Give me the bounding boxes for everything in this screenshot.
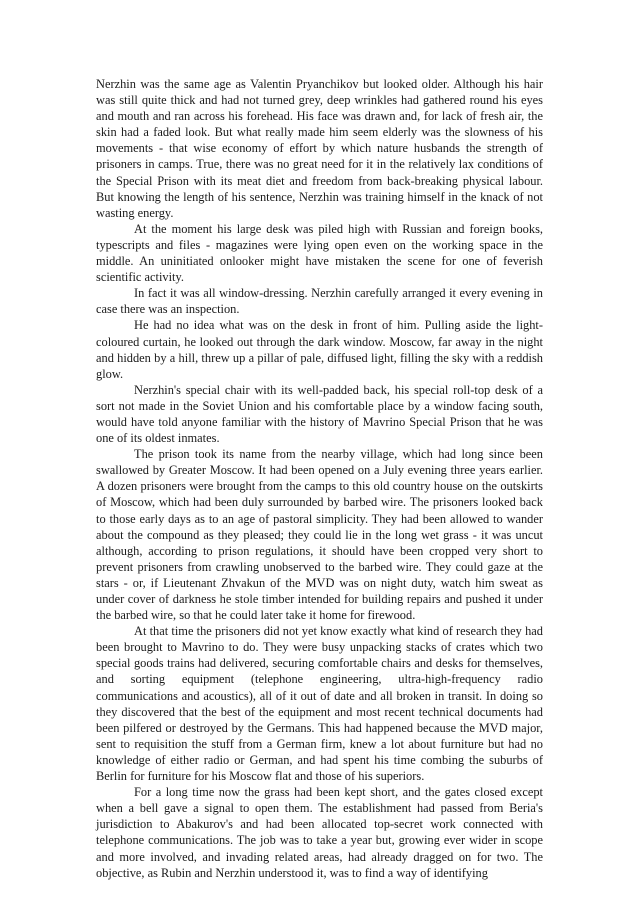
body-text — [96, 76, 543, 881]
paragraph: Nerzhin's special chair with its well-padded back, his special roll-top desk of a sort not made in the Soviet Union and his comfortable place by a window facing south, would have told anyone familiar with the history of Mavrino Special Prison that he was one of its oldest inmates. — [96, 382, 543, 446]
paragraph: At that time the prisoners did not yet know exactly what kind of research they had been brought to Mavrino to do. They were busy unpacking stacks of crates which two special goods trains had delivered, securing comfortable chairs and desks for themselves, and sorting equipment (telephone engineering, ultra-high-frequency radio communications and acoustics), all of it out of date and all broken in transit. In doing so they discovered that the best of the equipment and most recent technical documents had been pilfered or destroyed by the Germans. This had happened because the MVD major, sent to requisition the stuff from a German firm, knew a lot about furniture but had no knowledge of either radio or German, and had spent his time combing the suburbs of Berlin for furniture for his Moscow flat and those of his superiors. — [96, 624, 543, 784]
paragraph: For a long time now the grass had been kept short, and the gates closed except when a bell gave a signal to open them. The establishment had passed from Beria's jurisdiction to Abakurov's and had been allocated top-secret work connected with telephone communications. The job was to take a year but, growing ever wider in scope and more involved, and invading related areas, had already dragged on for two. The objective, as Rubin and Nerzhin understood it, was to find a way of identifying — [96, 785, 543, 880]
paragraph: At the moment his large desk was piled high with Russian and foreign books, typescripts and files - magazines were lying open even on the working space in the middle. An uninitiated onlooker might have mistaken the scene for one of feverish scientific activity. — [96, 221, 543, 285]
paragraph: He had no idea what was on the desk in front of him. Pulling aside the light-coloured curtain, he looked out through the dark window. Moscow, far away in the night and hidden by a hill, threw up a pillar of pale, diffused light, filling the sky with a reddish glow. — [96, 318, 543, 381]
paragraph: The prison took its name from the nearby village, which had long since been swallowed by Greater Moscow. It had been opened on a July evening three years earlier. A dozen prisoners were brought from the camps to this old country house on the outskirts of Moscow, which had been duly surrounded by barbed wire. The prisoners looked back to those early days as to an age of pastoral simplicity. They had been allowed to wander about the compound as they pleased; they could lie in the long wet grass - it was uncut although, according to prison regulations, it should have been cropped very short to prevent prisoners from crawling unobserved to the barbed wire. They could gaze at the stars - or, if Lieutenant Zhvakun of the MVD was on night duty, watch him sweat as under cover of darkness he stole timber intended for building repairs and pushed it under the barbed wire, so that he could later take it home for firewood. — [96, 447, 543, 623]
paragraph: Nerzhin was the same age as Valentin Pryanchikov but looked older. Although his hair was still quite thick and had not turned grey, deep wrinkles had gathered round his eyes and mouth and ran across his forehead. His face was drawn and, for lack of fresh air, the skin had a faded look. But what really made him seem elderly was the slowness of his movements - that wise economy of effort by which nature husbands the strength of prisoners in camps. True, there was no great need for it in the relatively lax conditions of the Special Prison with its meat diet and freedom from back-breaking physical labour. But knowing the length of his sentence, Nerzhin was training himself in the knack of not wasting energy. — [96, 77, 543, 220]
paragraph: In fact it was all window-dressing. Nerzhin carefully arranged it every evening in case there was an inspection. — [96, 286, 543, 317]
